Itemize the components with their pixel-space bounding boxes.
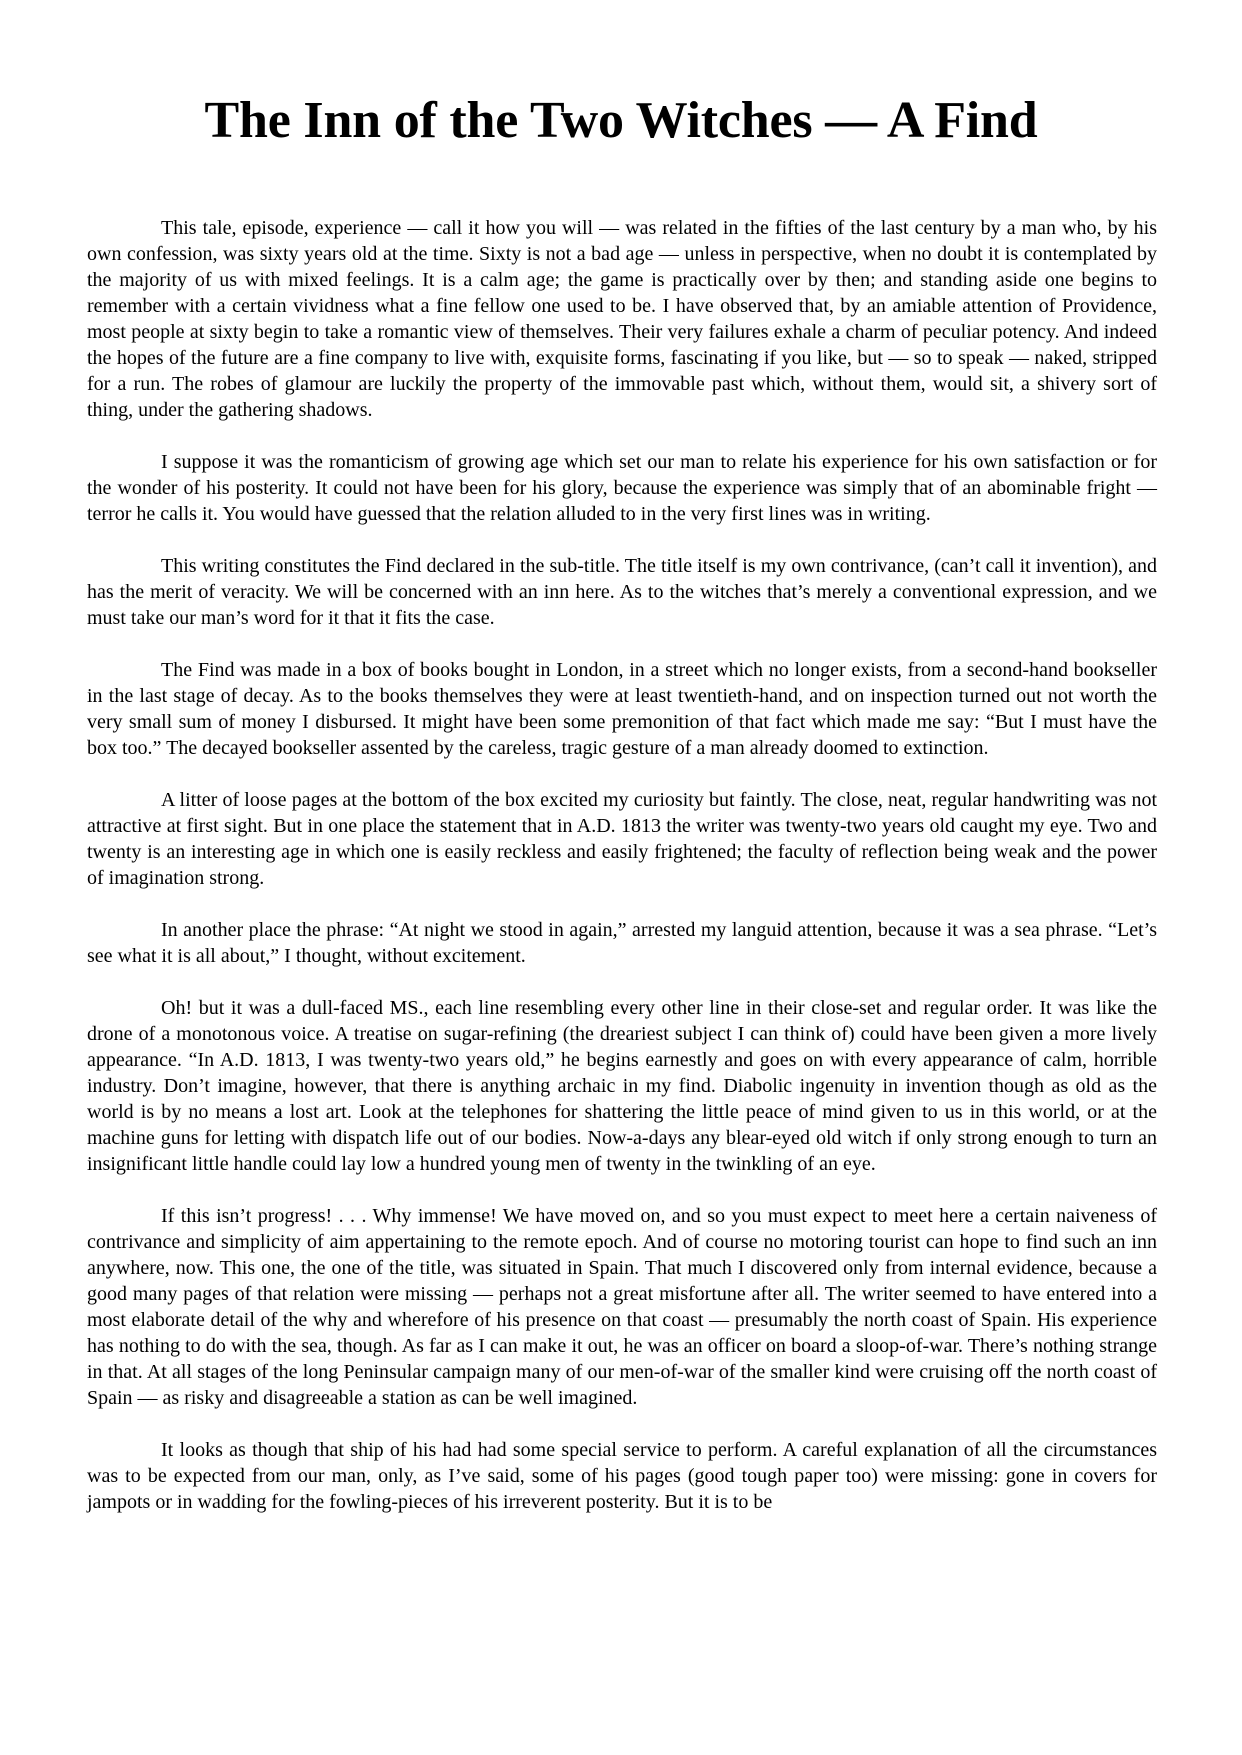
paragraph-9: It looks as though that ship of his had had some special service to perform. A careful explanation of all the circumstances was to be expected from our man, only, as I’ve said, some of his pages (good tough paper too) were missing: gone in covers for jampots or in wadding for the fowling-pieces of his irreverent posterity. But it is to be [87,1439,1157,1513]
paragraph-7: Oh! but it was a dull-faced MS., each line resembling every other line in their close-set and regular order. It was like the drone of a monotonous voice. A treatise on sugar-refining (the dreariest subject I can think of) could have been given a more lively appearance. “In A.D. 1813, I was twenty-two years old,” he begins earnestly and goes on with every appearance of calm, horrible industry. Don’t imagine, however, that there is anything archaic in my find. Diabolic ingenuity in invention though as old as the world is by no means a lost art. Look at the telephones for shattering the little peace of mind given to us in this world, or at the machine guns for letting with dispatch life out of our bodies. Now-a-days any blear-eyed old witch if only strong enough to turn an insignificant little handle could lay low a hundred young men of twenty in the twinkling of an eye. [87,997,1157,1175]
document-title: The Inn of the Two Witches — A Find [204,92,1038,149]
paragraph-5: A litter of loose pages at the bottom of the box excited my curiosity but faintly. The close, neat, regular handwriting was not attractive at first sight. But in one place the statement that in A.D. 1813 the writer was twenty-two years old caught my eye. Two and twenty is an interesting age in which one is easily reckless and easily frightened; the faculty of reflection being weak and the power of imagination strong. [87,789,1157,889]
document-body [87,215,1157,1541]
paragraph-6: In another place the phrase: “At night we stood in again,” arrested my languid attention, because it was a sea phrase. “Let’s see what it is all about,” I thought, without excitement. [87,919,1157,967]
paragraph-4: The Find was made in a box of books bought in London, in a street which no longer exists, from a second-hand bookseller in the last stage of decay. As to the books themselves they were at least twentieth-hand, and on inspection turned out not worth the very small sum of money I disbursed. It might have been some premonition of that fact which made me say: “But I must have the box too.” The decayed bookseller assented by the careless, tragic gesture of a man already doomed to extinction. [87,659,1157,759]
paragraph-1: This tale, episode, experience — call it how you will — was related in the fifties of the last century by a man who, by his own confession, was sixty years old at the time. Sixty is not a bad age — unless in perspective, when no doubt it is contemplated by the majority of us with mixed feelings. It is a calm age; the game is practically over by then; and standing aside one begins to remember with a certain vividness what a fine fellow one used to be. I have observed that, by an amiable attention of Providence, most people at sixty begin to take a romantic view of themselves. Their very failures exhale a charm of peculiar potency. And indeed the hopes of the future are a fine company to live with, exquisite forms, fascinating if you like, but — so to speak — naked, stripped for a run. The robes of glamour are luckily the property of the immovable past which, without them, would sit, a shivery sort of thing, under the gathering shadows. [87,217,1157,421]
paragraph-8: If this isn’t progress! . . . Why immense! We have moved on, and so you must expect to meet here a certain naiveness of contrivance and simplicity of aim appertaining to the remote epoch. And of course no motoring tourist can hope to find such an inn anywhere, now. This one, the one of the title, was situated in Spain. That much I discovered only from internal evidence, because a good many pages of that relation were missing — perhaps not a great misfortune after all. The writer seemed to have entered into a most elaborate detail of the why and wherefore of his presence on that coast — presumably the north coast of Spain. His experience has nothing to do with the sea, though. As far as I can make it out, he was an officer on board a sloop-of-war. There’s nothing strange in that. At all stages of the long Peninsular campaign many of our men-of-war of the smaller kind were cruising off the north coast of Spain — as risky and disagreeable a station as can be well imagined. [87,1205,1157,1409]
paragraph-2: I suppose it was the romanticism of growing age which set our man to relate his experience for his own satisfaction or for the wonder of his posterity. It could not have been for his glory, because the experience was simply that of an abominable fright — terror he calls it. You would have guessed that the relation alluded to in the very first lines was in writing. [87,451,1157,525]
paragraph-3: This writing constitutes the Find declared in the sub-title. The title itself is my own contrivance, (can’t call it invention), and has the merit of veracity. We will be concerned with an inn here. As to the witches that’s merely a conventional expression, and we must take our man’s word for it that it fits the case. [87,555,1157,629]
